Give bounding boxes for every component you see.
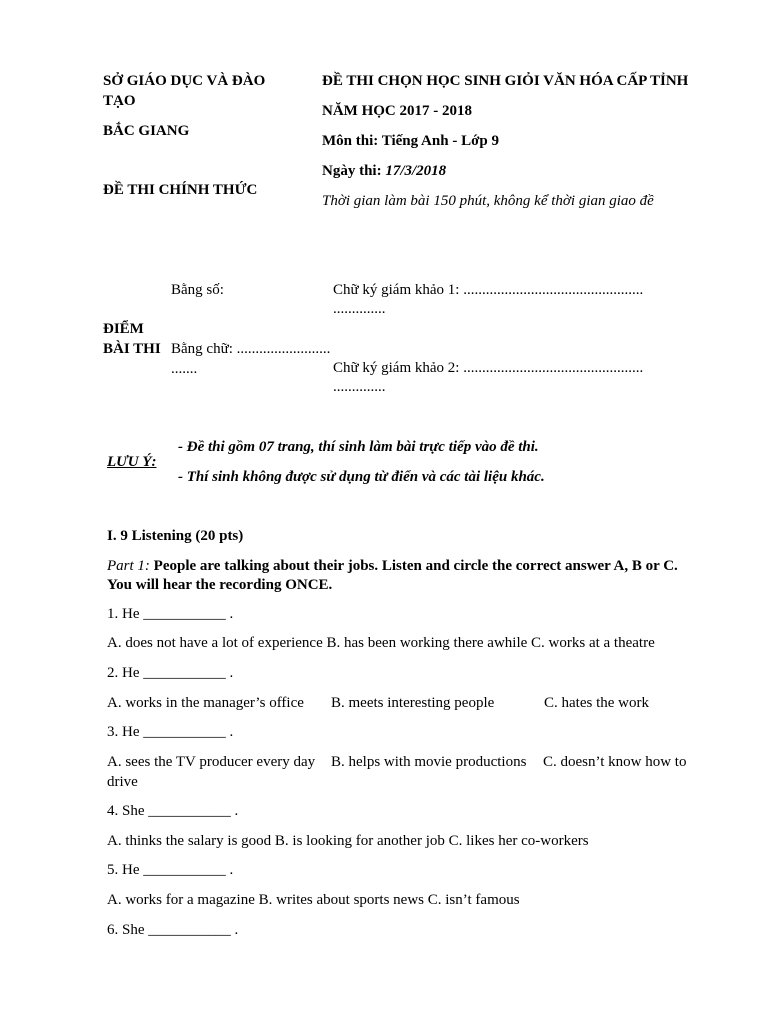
question-1-options: A. does not have a lot of experience B. has been working there awhile C. works at a theatre bbox=[107, 635, 655, 651]
question-5-stem: 5. He ___________ . bbox=[107, 862, 234, 878]
score-by-number: Bằng số: bbox=[171, 282, 224, 298]
examiner1-signature: Chữ ký giám khảo 1: ................................................ bbox=[333, 282, 644, 298]
exam-date-label: Ngày thi: bbox=[322, 163, 386, 179]
department-line2: TẠO bbox=[103, 93, 136, 109]
part-instruction bbox=[107, 557, 678, 576]
time-note: Thời gian làm bài 150 phút, không kể thời gian giao đề bbox=[322, 193, 654, 209]
department-line1: SỞ GIÁO DỤC VÀ ĐÀO bbox=[103, 73, 266, 89]
question-5-options: A. works for a magazine B. writes about sports news C. isn’t famous bbox=[107, 892, 520, 908]
question-2-option-a: A. works in the manager’s office bbox=[107, 695, 304, 711]
score-label-line1: ĐIỂM bbox=[103, 321, 144, 337]
exam-date-value: 17/3/2018 bbox=[385, 163, 447, 179]
question-2-stem: 2. He ___________ . bbox=[107, 665, 234, 681]
score-by-words: Bằng chữ: ......................... bbox=[171, 341, 331, 357]
official-exam-label: ĐỀ THI CHÍNH THỨC bbox=[103, 182, 258, 198]
part-instruction-text: People are talking about their jobs. Listen and circle the correct answer A, B or C. bbox=[149, 558, 678, 574]
question-1-stem: 1. He ___________ . bbox=[107, 606, 234, 622]
question-4-options: A. thinks the salary is good B. is looking for another job C. likes her co-workers bbox=[107, 833, 589, 849]
score-by-words-cont: ....... bbox=[171, 361, 198, 377]
question-3-option-b: B. helps with movie productions bbox=[331, 754, 527, 770]
examiner2-signature-cont: .............. bbox=[333, 379, 386, 395]
examiner2-signature: Chữ ký giám khảo 2: ................................................ bbox=[333, 360, 644, 376]
question-3-option-c-cont: drive bbox=[107, 774, 138, 790]
school-year: NĂM HỌC 2017 - 2018 bbox=[322, 103, 472, 119]
question-4-stem: 4. She ___________ . bbox=[107, 803, 239, 819]
part-label: Part 1: bbox=[107, 558, 150, 574]
part-instruction-cont: You will hear the recording ONCE. bbox=[107, 577, 333, 593]
question-3-option-a: A. sees the TV producer every day bbox=[107, 754, 316, 770]
exam-date bbox=[322, 162, 446, 181]
note-line2: - Thí sinh không được sử dụng từ điển và các tài liệu khác. bbox=[178, 469, 545, 485]
examiner1-signature-cont: .............. bbox=[333, 301, 386, 317]
question-3-stem: 3. He ___________ . bbox=[107, 724, 234, 740]
exam-title: ĐỀ THI CHỌN HỌC SINH GIỎI VĂN HÓA CẤP TỈNH bbox=[322, 73, 689, 89]
question-2-option-c: C. hates the work bbox=[544, 695, 649, 711]
section-heading: I. 9 Listening (20 pts) bbox=[107, 528, 244, 544]
question-3-option-c: C. doesn’t know how to bbox=[543, 754, 687, 770]
note-label: LƯU Ý: bbox=[107, 454, 157, 470]
score-label-line2: BÀI THI bbox=[103, 341, 161, 357]
note-line1: - Đề thi gồm 07 trang, thí sinh làm bài trực tiếp vào đề thi. bbox=[178, 439, 539, 455]
question-6-stem: 6. She ___________ . bbox=[107, 922, 239, 938]
subject: Môn thi: Tiếng Anh - Lớp 9 bbox=[322, 133, 499, 149]
province: BẮC GIANG bbox=[103, 123, 190, 139]
question-2-option-b: B. meets interesting people bbox=[331, 695, 495, 711]
